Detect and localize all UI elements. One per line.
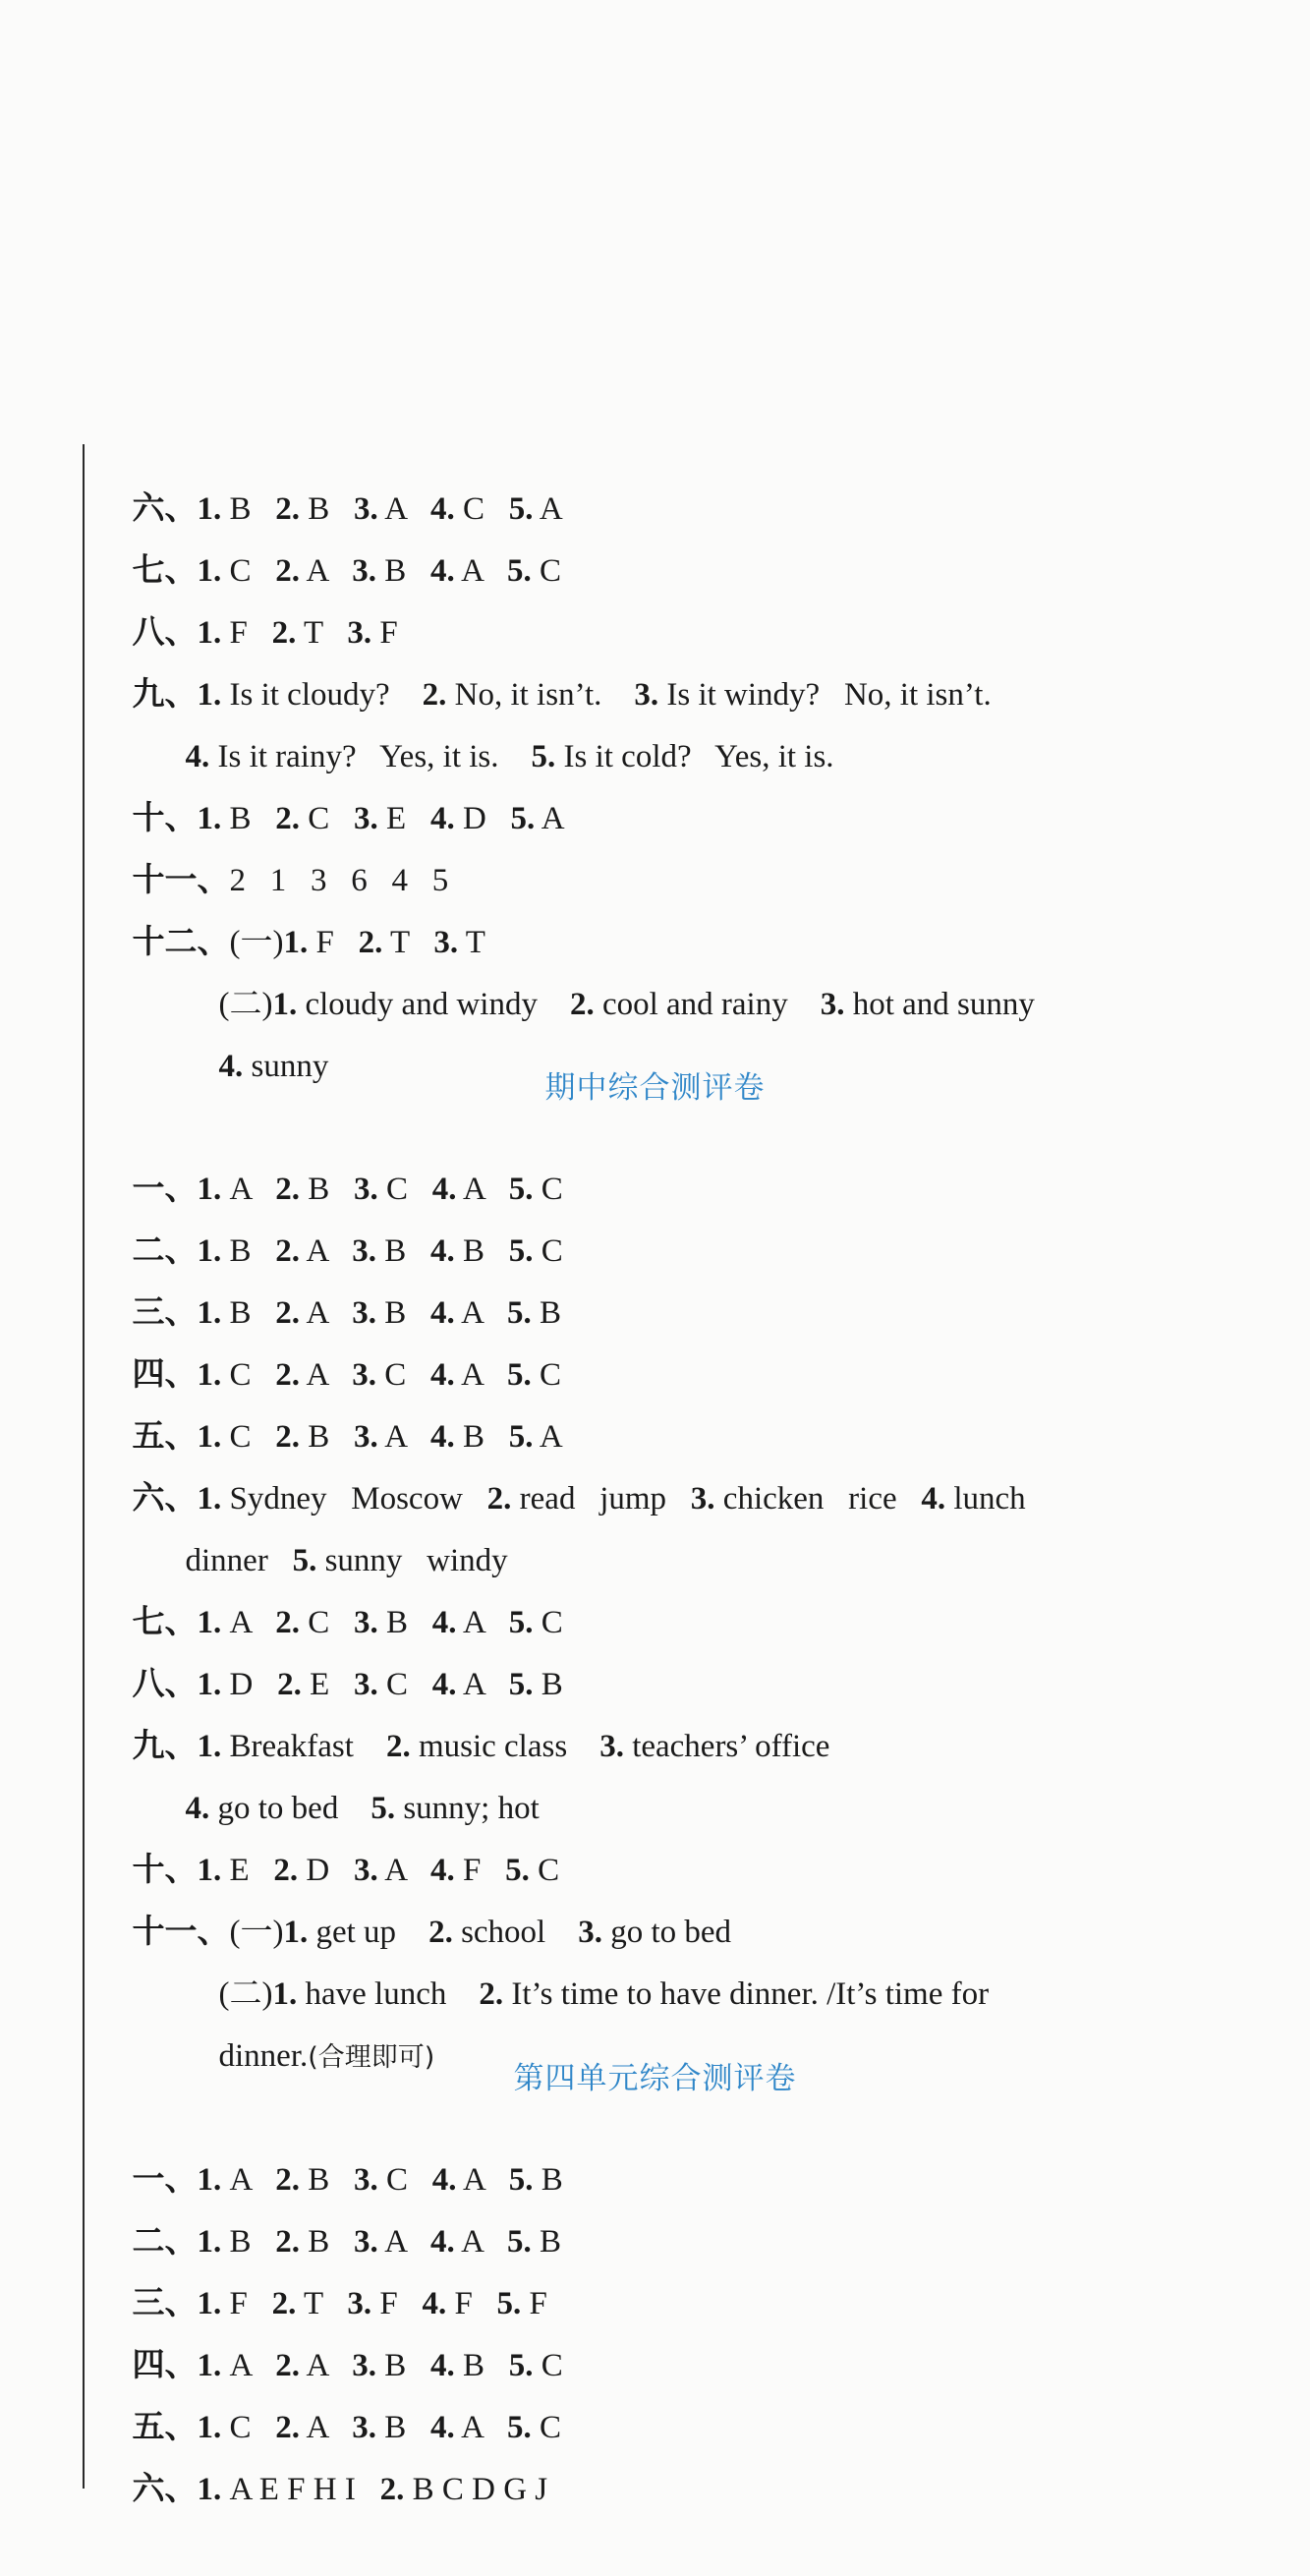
sub-part-label: (二) bbox=[218, 1976, 273, 2012]
item-answer: A E F H I bbox=[221, 2472, 356, 2507]
item-number: 3. bbox=[690, 1481, 715, 1517]
item-answer: go to bed bbox=[601, 1915, 732, 1950]
item-answer: B bbox=[531, 2224, 561, 2260]
item-answer: D bbox=[454, 801, 486, 836]
item-number: 3. bbox=[347, 615, 372, 651]
item-answer: sunny windy bbox=[316, 1543, 508, 1578]
item-number: 2. bbox=[275, 2162, 301, 2198]
item-answer: A bbox=[377, 1419, 407, 1455]
item-number: 2. bbox=[275, 2224, 301, 2260]
item-answer: Breakfast bbox=[221, 1729, 354, 1764]
question-number: 十一、 bbox=[132, 1915, 230, 1950]
section-heading: 第四单元综合测评卷 bbox=[513, 2061, 797, 2096]
item-number: 2. bbox=[275, 2348, 301, 2383]
item-answer: B C D G J bbox=[404, 2472, 548, 2507]
item-number: 3. bbox=[354, 491, 378, 527]
item-answer: B bbox=[531, 1295, 561, 1331]
item-answer: B bbox=[375, 1295, 407, 1331]
answer-list bbox=[272, 987, 1034, 1022]
item-number: 4. bbox=[431, 1667, 457, 1702]
item-number: 5. bbox=[506, 1295, 532, 1331]
item-answer: A bbox=[300, 1233, 328, 1269]
item-number: 2. bbox=[385, 1729, 411, 1764]
item-number: 4. bbox=[431, 1605, 457, 1640]
item-answer: have lunch bbox=[297, 1976, 447, 2012]
item-number: 4. bbox=[185, 1791, 210, 1826]
item-answer: C bbox=[531, 553, 561, 589]
item-number: 5. bbox=[508, 491, 534, 527]
item-answer: B bbox=[454, 2348, 484, 2383]
answer-text: 2 1 3 6 4 5 bbox=[229, 863, 449, 898]
item-number: 5. bbox=[508, 1605, 534, 1640]
item-number: 5. bbox=[506, 2224, 532, 2260]
item-number: 2. bbox=[275, 1605, 301, 1640]
item-answer: B bbox=[221, 1233, 252, 1269]
item-number: 4. bbox=[429, 801, 455, 836]
item-number: 3. bbox=[634, 677, 659, 713]
item-answer: cloudy and windy bbox=[297, 987, 538, 1022]
item-number: 1. bbox=[197, 1729, 222, 1764]
item-number: 2. bbox=[379, 2472, 405, 2507]
item-number: 2. bbox=[273, 1853, 299, 1888]
item-answer: C bbox=[377, 2162, 409, 2198]
question-number: 五、 bbox=[132, 1419, 198, 1455]
item-answer: Is it cold? Yes, it is. bbox=[555, 739, 834, 774]
item-number: 3. bbox=[352, 553, 376, 589]
item-number: 3. bbox=[354, 1667, 378, 1702]
item-number: 1. bbox=[197, 1172, 222, 1207]
item-number: 3. bbox=[820, 987, 845, 1022]
item-number: 2. bbox=[271, 615, 297, 651]
item-answer: C bbox=[531, 2410, 561, 2445]
question-number: 七、 bbox=[132, 1605, 198, 1640]
item-answer: lunch bbox=[945, 1481, 1026, 1517]
item-number: 1. bbox=[197, 553, 222, 589]
item-answer: A bbox=[300, 553, 328, 589]
item-answer: B bbox=[300, 1419, 330, 1455]
item-number: 1. bbox=[197, 677, 222, 713]
item-number: 3. bbox=[354, 2162, 378, 2198]
item-number: 4. bbox=[429, 553, 455, 589]
item-number: 5. bbox=[496, 2286, 522, 2321]
item-answer: A bbox=[533, 491, 563, 527]
item-answer: A bbox=[454, 1295, 484, 1331]
item-answer: A bbox=[377, 1853, 407, 1888]
section-heading: 期中综合测评卷 bbox=[544, 1070, 766, 1106]
item-number: 2. bbox=[569, 987, 595, 1022]
item-answer: T bbox=[296, 2286, 323, 2321]
item-number: 1. bbox=[197, 2348, 222, 2383]
item-answer: F bbox=[308, 925, 334, 960]
item-answer: C bbox=[533, 2348, 563, 2383]
item-answer: C bbox=[533, 1233, 563, 1269]
question-number: 六、 bbox=[132, 1481, 198, 1517]
question-number: 七、 bbox=[132, 553, 198, 589]
item-number: 1. bbox=[197, 1853, 222, 1888]
item-answer: school bbox=[452, 1915, 546, 1950]
item-answer: B bbox=[454, 1419, 484, 1455]
item-number: 1. bbox=[197, 801, 222, 836]
item-answer: chicken rice bbox=[714, 1481, 897, 1517]
item-number: 4. bbox=[422, 2286, 447, 2321]
item-answer: B bbox=[533, 2162, 563, 2198]
item-answer: F bbox=[371, 615, 398, 651]
item-answer: go to bed bbox=[209, 1791, 339, 1826]
item-answer: A bbox=[221, 1172, 252, 1207]
item-number: 4. bbox=[429, 1295, 455, 1331]
question-number: 一、 bbox=[132, 1172, 198, 1207]
item-answer: B bbox=[300, 2162, 330, 2198]
item-number: 2. bbox=[422, 677, 447, 713]
item-number: 4. bbox=[921, 1481, 946, 1517]
item-answer: B bbox=[375, 2348, 407, 2383]
item-answer: B bbox=[375, 553, 407, 589]
item-answer: B bbox=[300, 491, 330, 527]
item-answer: B bbox=[221, 2224, 252, 2260]
item-number: 4. bbox=[429, 2224, 455, 2260]
item-number: 5. bbox=[508, 1233, 534, 1269]
item-answer: T bbox=[382, 925, 410, 960]
item-number: 5. bbox=[508, 1667, 534, 1702]
item-number: 2. bbox=[275, 2410, 301, 2445]
answer-list bbox=[198, 2472, 548, 2507]
item-number: 2. bbox=[479, 1976, 504, 2012]
item-answer: F bbox=[454, 1853, 482, 1888]
item-answer: A bbox=[221, 2162, 252, 2198]
item-number: 3. bbox=[354, 1419, 378, 1455]
item-number: 3. bbox=[354, 1172, 378, 1207]
item-answer: A bbox=[300, 1357, 328, 1393]
item-answer: hot and sunny bbox=[844, 987, 1035, 1022]
item-answer: E bbox=[301, 1667, 330, 1702]
question-number: 十、 bbox=[132, 1853, 198, 1888]
item-number: 3. bbox=[352, 2410, 376, 2445]
item-number: 2. bbox=[275, 491, 301, 527]
item-number: 3. bbox=[354, 2224, 378, 2260]
answer-text: dinner bbox=[185, 1543, 268, 1578]
question-number: 二、 bbox=[132, 2224, 198, 2260]
item-number: 1. bbox=[197, 2224, 222, 2260]
item-number: 5. bbox=[508, 2348, 534, 2383]
question-number: 六、 bbox=[132, 2472, 198, 2507]
item-answer: B bbox=[377, 1605, 409, 1640]
item-answer: D bbox=[221, 1667, 254, 1702]
item-number: 2. bbox=[271, 2286, 297, 2321]
question-number: 十二、 bbox=[132, 925, 230, 960]
item-answer: A bbox=[454, 2410, 484, 2445]
item-number: 2. bbox=[275, 1357, 301, 1393]
item-answer: C bbox=[300, 1605, 330, 1640]
item-answer: Sydney Moscow bbox=[221, 1481, 463, 1517]
item-number: 3. bbox=[352, 1295, 376, 1331]
item-number: 4. bbox=[185, 739, 210, 774]
item-number: 5. bbox=[370, 1791, 396, 1826]
note-text: (合理即可) bbox=[308, 2042, 435, 2073]
item-number: 4. bbox=[218, 1049, 244, 1084]
item-answer: B bbox=[300, 1172, 330, 1207]
item-number: 2. bbox=[275, 1233, 301, 1269]
item-answer: B bbox=[375, 2410, 407, 2445]
item-answer: A bbox=[454, 2224, 484, 2260]
item-number: 4. bbox=[429, 1357, 455, 1393]
item-number: 2. bbox=[275, 553, 301, 589]
answer-line bbox=[116, 2431, 547, 2509]
item-number: 2. bbox=[275, 801, 301, 836]
item-answer: B bbox=[454, 1233, 484, 1269]
item-answer: C bbox=[377, 1667, 409, 1702]
item-number: 3. bbox=[433, 925, 459, 960]
item-number: 1. bbox=[197, 1419, 222, 1455]
item-number: 1. bbox=[197, 2286, 222, 2321]
item-answer: C bbox=[529, 1853, 560, 1888]
item-answer: cool and rainy bbox=[594, 987, 788, 1022]
item-number: 4. bbox=[429, 2348, 455, 2383]
item-number: 4. bbox=[429, 2410, 455, 2445]
question-number: 十一、 bbox=[132, 863, 230, 898]
item-answer: F bbox=[521, 2286, 547, 2321]
item-answer: Is it cloudy? bbox=[221, 677, 390, 713]
question-number: 六、 bbox=[132, 491, 198, 527]
item-answer: F bbox=[371, 2286, 398, 2321]
item-answer: C bbox=[221, 1419, 252, 1455]
item-answer: C bbox=[221, 2410, 252, 2445]
item-number: 3. bbox=[352, 1357, 376, 1393]
item-number: 1. bbox=[197, 491, 222, 527]
item-answer: A bbox=[377, 491, 407, 527]
item-answer: B bbox=[375, 1233, 407, 1269]
item-answer: It’s time to have dinner. /It’s time for bbox=[503, 1976, 990, 2012]
item-number: 3. bbox=[354, 1853, 378, 1888]
item-answer: C bbox=[221, 1357, 252, 1393]
item-number: 1. bbox=[197, 1357, 222, 1393]
item-number: 5. bbox=[506, 1357, 532, 1393]
item-answer: F bbox=[446, 2286, 473, 2321]
question-number: 五、 bbox=[132, 2410, 198, 2445]
item-number: 4. bbox=[429, 1233, 455, 1269]
item-number: 5. bbox=[508, 1172, 534, 1207]
item-answer: E bbox=[221, 1853, 250, 1888]
question-number: 一、 bbox=[132, 2162, 198, 2198]
item-answer: C bbox=[300, 801, 330, 836]
item-number: 5. bbox=[508, 2162, 534, 2198]
item-number: 1. bbox=[197, 1295, 222, 1331]
item-number: 3. bbox=[354, 801, 378, 836]
item-answer: A bbox=[533, 1419, 563, 1455]
item-answer: A bbox=[456, 1667, 484, 1702]
question-number: 二、 bbox=[132, 1233, 198, 1269]
item-answer: A bbox=[535, 801, 565, 836]
item-number: 3. bbox=[354, 1605, 378, 1640]
item-number: 1. bbox=[197, 615, 222, 651]
item-answer: T bbox=[458, 925, 485, 960]
item-number: 2. bbox=[358, 925, 383, 960]
item-number: 4. bbox=[429, 1419, 455, 1455]
item-number: 1. bbox=[197, 1481, 222, 1517]
item-answer: B bbox=[221, 1295, 252, 1331]
item-answer: T bbox=[296, 615, 323, 651]
item-number: 1. bbox=[197, 1667, 222, 1702]
item-answer: A bbox=[221, 2348, 252, 2383]
item-number: 1. bbox=[283, 925, 309, 960]
item-number: 5. bbox=[531, 739, 556, 774]
item-number: 3. bbox=[352, 2348, 376, 2383]
item-answer: C bbox=[454, 491, 484, 527]
question-number: 八、 bbox=[132, 1667, 198, 1702]
item-answer: F bbox=[221, 615, 248, 651]
item-number: 5. bbox=[508, 1419, 534, 1455]
question-number: 三、 bbox=[132, 2286, 198, 2321]
item-answer: B bbox=[533, 1667, 563, 1702]
item-number: 3. bbox=[599, 1729, 624, 1764]
item-answer: B bbox=[221, 491, 252, 527]
question-number: 四、 bbox=[132, 1357, 198, 1393]
sub-part-label: (二) bbox=[218, 987, 273, 1022]
item-answer: C bbox=[533, 1172, 563, 1207]
item-number: 5. bbox=[505, 1853, 530, 1888]
question-number: 三、 bbox=[132, 1295, 198, 1331]
item-answer: teachers’ office bbox=[623, 1729, 830, 1764]
item-answer: A bbox=[454, 1357, 484, 1393]
item-answer: No, it isn’t. bbox=[446, 677, 602, 713]
item-answer: A bbox=[300, 2410, 328, 2445]
item-number: 1. bbox=[272, 987, 298, 1022]
margin-rule bbox=[83, 444, 85, 2489]
item-answer: E bbox=[377, 801, 407, 836]
item-answer: A bbox=[221, 1605, 252, 1640]
item-number: 2. bbox=[275, 1295, 301, 1331]
item-number: 3. bbox=[352, 1233, 376, 1269]
item-number: 1. bbox=[197, 2410, 222, 2445]
item-answer: C bbox=[533, 1605, 563, 1640]
item-answer: A bbox=[300, 1295, 328, 1331]
item-number: 4. bbox=[429, 1853, 455, 1888]
sub-part-label: (一) bbox=[229, 925, 284, 960]
item-answer: sunny; hot bbox=[395, 1791, 540, 1826]
item-answer: A bbox=[456, 1605, 484, 1640]
item-number: 2. bbox=[275, 1172, 301, 1207]
question-number: 十、 bbox=[132, 801, 198, 836]
answer-text: dinner. bbox=[218, 2038, 309, 2074]
item-answer: A bbox=[456, 2162, 484, 2198]
item-answer: C bbox=[375, 1357, 407, 1393]
question-number: 九、 bbox=[132, 1729, 198, 1764]
item-answer: C bbox=[221, 553, 252, 589]
item-answer: sunny bbox=[243, 1049, 329, 1084]
item-answer: Is it windy? No, it isn’t. bbox=[658, 677, 992, 713]
item-number: 1. bbox=[197, 2472, 222, 2507]
item-number: 2. bbox=[277, 1667, 302, 1702]
item-answer: A bbox=[377, 2224, 407, 2260]
item-number: 1. bbox=[272, 1976, 298, 2012]
question-number: 四、 bbox=[132, 2348, 198, 2383]
item-answer: music class bbox=[410, 1729, 568, 1764]
item-number: 1. bbox=[197, 1233, 222, 1269]
item-number: 3. bbox=[347, 2286, 372, 2321]
item-number: 4. bbox=[429, 491, 455, 527]
item-number: 2. bbox=[428, 1915, 453, 1950]
item-answer: C bbox=[531, 1357, 561, 1393]
item-number: 4. bbox=[431, 1172, 457, 1207]
item-number: 1. bbox=[283, 1915, 309, 1950]
item-answer: F bbox=[221, 2286, 248, 2321]
item-number: 1. bbox=[197, 1605, 222, 1640]
item-number: 5. bbox=[510, 801, 536, 836]
sub-part-label: (一) bbox=[229, 1915, 284, 1950]
item-number: 5. bbox=[292, 1543, 317, 1578]
item-number: 2. bbox=[275, 1419, 301, 1455]
item-answer: A bbox=[454, 553, 484, 589]
item-answer: B bbox=[221, 801, 252, 836]
item-number: 3. bbox=[578, 1915, 602, 1950]
item-answer: C bbox=[377, 1172, 409, 1207]
item-answer: read jump bbox=[511, 1481, 667, 1517]
item-number: 5. bbox=[506, 553, 532, 589]
item-answer: get up bbox=[308, 1915, 397, 1950]
item-number: 2. bbox=[486, 1481, 512, 1517]
item-number: 5. bbox=[506, 2410, 532, 2445]
item-answer: D bbox=[298, 1853, 330, 1888]
item-answer: A bbox=[456, 1172, 484, 1207]
item-number: 4. bbox=[431, 2162, 457, 2198]
item-answer: Is it rainy? Yes, it is. bbox=[209, 739, 499, 774]
item-answer: A bbox=[300, 2348, 328, 2383]
item-answer: B bbox=[300, 2224, 330, 2260]
question-number: 八、 bbox=[132, 615, 198, 651]
item-number: 1. bbox=[197, 2162, 222, 2198]
question-number: 九、 bbox=[132, 677, 198, 713]
